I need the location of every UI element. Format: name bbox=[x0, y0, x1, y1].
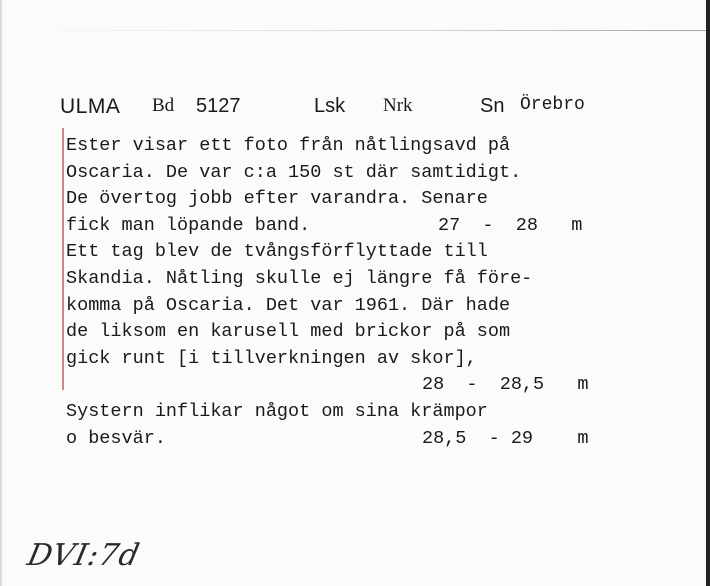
text-line bbox=[66, 346, 656, 373]
text-line bbox=[66, 399, 656, 426]
landskap-value: Nrk bbox=[383, 95, 413, 116]
time-reference: 28 - 28,5 m bbox=[422, 374, 589, 396]
line-text: gick runt [i tillverkningen av skor], bbox=[66, 347, 477, 369]
time-reference: 28,5 - 29 m bbox=[422, 427, 589, 449]
volume-number: 5127 bbox=[196, 95, 241, 117]
card-right-edge bbox=[706, 0, 710, 586]
text-line bbox=[66, 160, 656, 187]
landskap-label: Lsk bbox=[314, 95, 346, 117]
line-text: Ett tag blev de tvångsförflyttade till bbox=[66, 241, 488, 263]
card-header bbox=[60, 95, 660, 123]
margin-rule bbox=[62, 128, 64, 390]
handwritten-signature: DVI:7d bbox=[24, 538, 144, 573]
card-body-text bbox=[66, 133, 656, 452]
line-text: Skandia. Nåtling skulle ej längre få före- bbox=[66, 267, 533, 289]
text-line bbox=[66, 213, 656, 240]
line-text: De övertog jobb efter varandra. Senare bbox=[66, 188, 488, 210]
text-line bbox=[66, 266, 656, 293]
socken-label: Sn bbox=[480, 95, 505, 117]
line-text: Oscaria. De var c:a 150 st där samtidigt. bbox=[66, 161, 522, 183]
text-line bbox=[66, 186, 656, 213]
volume-label: Bd bbox=[152, 95, 175, 116]
card-left-edge bbox=[0, 0, 2, 586]
line-text: komma på Oscaria. Det var 1961. Där hade bbox=[66, 294, 511, 316]
socken-value: Örebro bbox=[520, 95, 585, 115]
text-line bbox=[66, 133, 656, 160]
line-text: de liksom en karusell med brickor på som bbox=[66, 321, 511, 343]
text-line bbox=[66, 426, 656, 453]
archive-code: ULMA bbox=[60, 95, 121, 118]
line-text: fick man löpande band. bbox=[66, 214, 311, 236]
text-line bbox=[66, 293, 656, 320]
text-line bbox=[66, 319, 656, 346]
line-text: Systern inflikar något om sina krämpor bbox=[66, 400, 488, 422]
text-line bbox=[66, 239, 656, 266]
text-line bbox=[66, 372, 656, 399]
card-top-edge bbox=[0, 30, 710, 31]
line-text: Ester visar ett foto från nåtlingsavd på bbox=[66, 135, 511, 156]
line-text: o besvär. bbox=[66, 427, 166, 449]
time-reference: 27 - 28 m bbox=[438, 214, 583, 236]
